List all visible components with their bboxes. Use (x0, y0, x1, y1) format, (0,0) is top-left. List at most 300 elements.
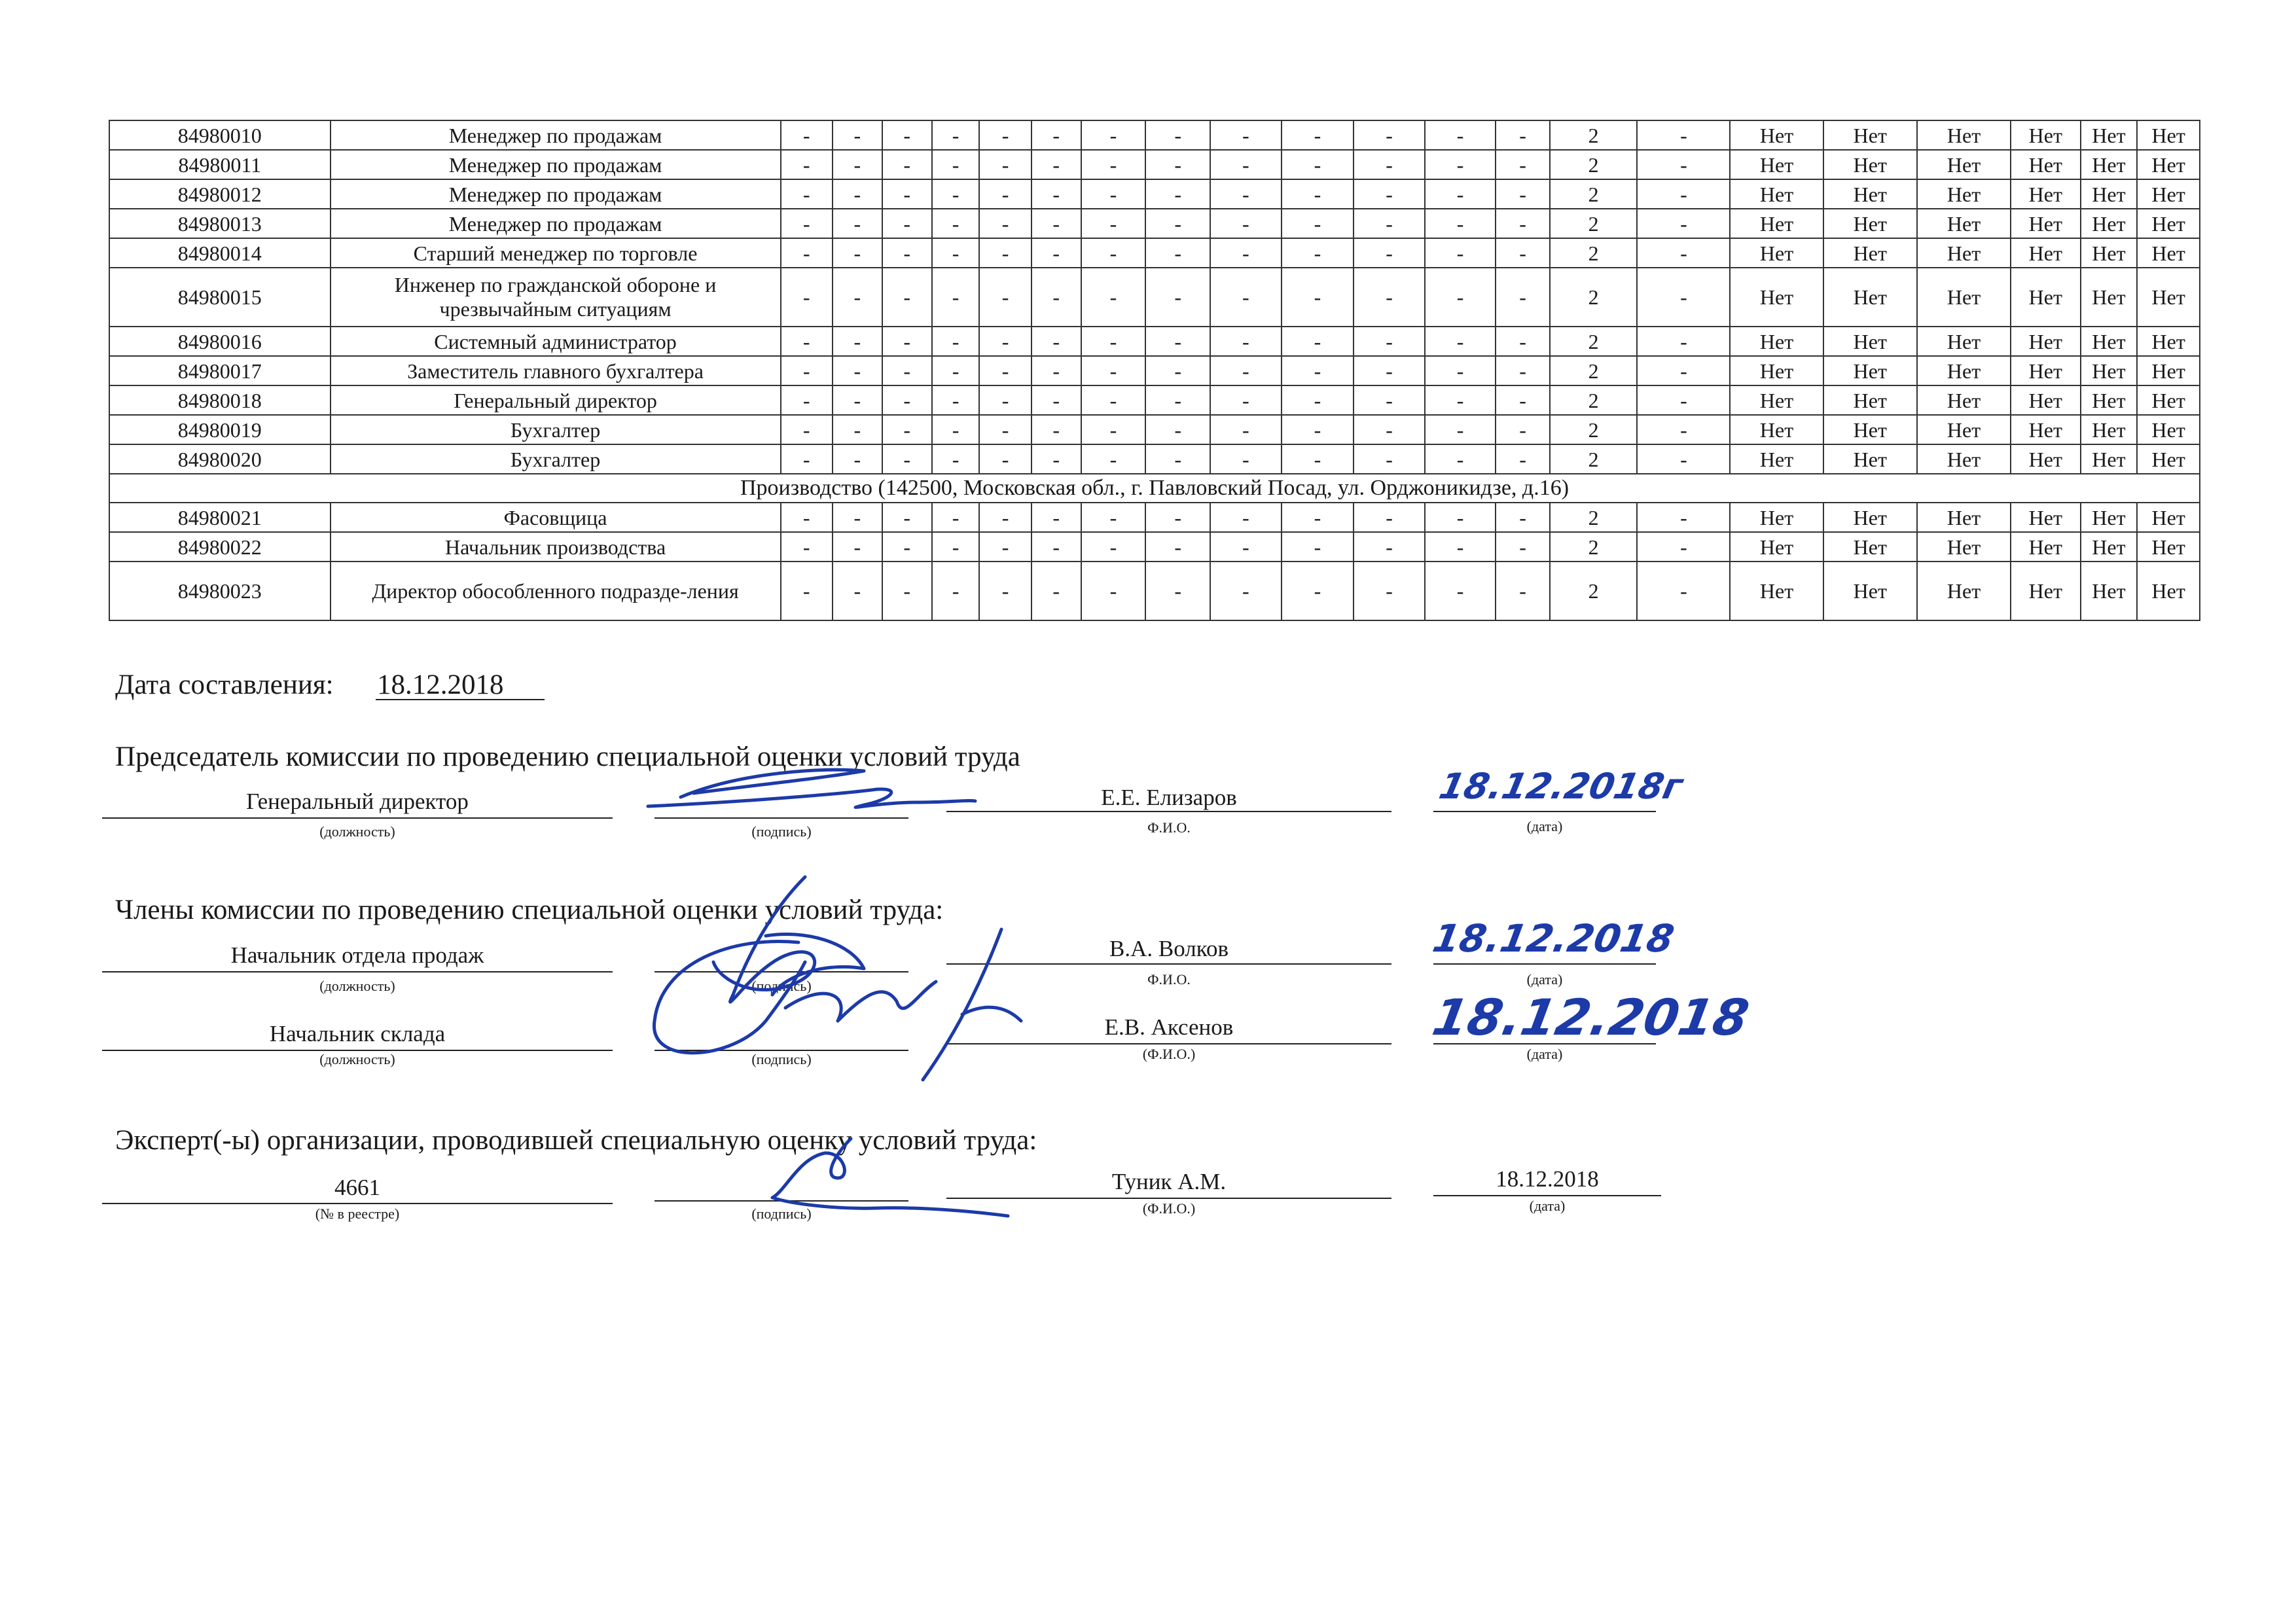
factor-class-cell: - (1425, 444, 1496, 474)
table-row (109, 385, 2200, 415)
factor-class-cell: - (1496, 503, 1549, 532)
factor-class-cell: - (1496, 120, 1549, 150)
member2-name-caption: (Ф.И.О.) (1142, 1046, 1196, 1062)
member2-name: Е.В. Аксенов (1104, 1014, 1234, 1040)
factor-class-cell: - (1425, 415, 1496, 444)
benefit-flag-cell: Нет (2081, 179, 2138, 209)
benefit-flag-cell: Нет (1730, 268, 1823, 327)
factor-class-cell: - (882, 209, 932, 238)
member1-date-handwritten: 18.12.2018 (1429, 916, 1677, 961)
factor-class-cell: - (932, 209, 980, 238)
factor-class-cell: - (1031, 532, 1081, 562)
factor-class-cell: - (882, 268, 932, 327)
factor-class-cell: - (833, 268, 882, 327)
factor-class-cell: - (1282, 562, 1354, 620)
expert-registry-number: 4661 (334, 1175, 380, 1200)
factor-class-cell: - (833, 385, 882, 415)
expert-date: 18.12.2018 (1496, 1166, 1599, 1192)
factor-class-cell: - (1282, 415, 1354, 444)
factor-class-cell: - (1496, 444, 1549, 474)
benefit-flag-cell: Нет (2081, 238, 2138, 268)
factor-class-cell: - (1210, 444, 1282, 474)
final-class-cell: 2 (1550, 268, 1637, 327)
factor-class-cell: - (1031, 356, 1081, 385)
factor-class-cell: - (932, 503, 980, 532)
factor-class-cell: - (781, 327, 833, 356)
factor-class-cell: - (932, 562, 980, 620)
member1-name-line (946, 963, 1391, 965)
benefit-flag-cell: Нет (1823, 532, 1917, 562)
factor-class-cell: - (1354, 179, 1425, 209)
factor-class-cell: - (932, 179, 980, 209)
factor-class-cell: - (882, 238, 932, 268)
factor-class-cell: - (932, 150, 980, 179)
position-name-cell: Менеджер по продажам (331, 209, 781, 238)
position-name-cell: Инженер по гражданской обороне и чрезвычайным ситуациям (331, 268, 781, 327)
results-table (109, 120, 2200, 621)
member2-position-caption: (должность) (319, 1051, 395, 1067)
chair-name-caption: Ф.И.О. (1147, 819, 1191, 836)
benefit-flag-cell: Нет (2011, 385, 2080, 415)
factor-class-cell: - (932, 532, 980, 562)
chair-signature-caption: (подпись) (751, 823, 812, 840)
benefit-flag-cell: Нет (2081, 120, 2138, 150)
benefit-flag-cell: Нет (1730, 532, 1823, 562)
section-title-cell: Производство (142500, Московская обл., г. Павловский Посад, ул. Орджоникидзе, д.16) (109, 474, 2200, 503)
member1-date-caption: (дата) (1526, 971, 1563, 988)
benefit-flag-cell: Нет (1917, 179, 2011, 209)
factor-class-cell: - (1496, 562, 1549, 620)
workplace-number-cell: 84980012 (109, 179, 331, 209)
factor-class-cell: - (882, 385, 932, 415)
factor-class-cell: - (781, 150, 833, 179)
table-row (109, 327, 2200, 356)
factor-class-cell: - (979, 209, 1031, 238)
expert-date-line (1433, 1195, 1661, 1196)
final-class-cell: 2 (1550, 327, 1637, 356)
factor-class-cell: - (1354, 150, 1425, 179)
benefit-flag-cell: Нет (2011, 120, 2080, 150)
benefit-flag-cell: Нет (1730, 327, 1823, 356)
factor-class-cell: - (833, 238, 882, 268)
factor-class-cell: - (932, 356, 980, 385)
factor-class-cell: - (781, 238, 833, 268)
factor-class-cell: - (1031, 385, 1081, 415)
benefit-flag-cell: Нет (1730, 120, 1823, 150)
member1-position-line (102, 971, 613, 972)
factor-class-cell: - (979, 444, 1031, 474)
member2-signature-caption: (подпись) (751, 1051, 812, 1067)
member2-name-line (946, 1043, 1391, 1044)
factor-class-cell: - (1081, 150, 1146, 179)
factor-class-cell: - (979, 150, 1031, 179)
position-name-cell: Начальник производства (331, 532, 781, 562)
chair-position: Генеральный директор (246, 789, 469, 814)
factor-class-cell: - (882, 562, 932, 620)
final-class-cell: 2 (1550, 120, 1637, 150)
benefit-flag-cell: Нет (2137, 268, 2200, 327)
factor-class-cell: - (781, 179, 833, 209)
chair-position-line (102, 817, 613, 819)
final-class-reduced-cell: - (1637, 356, 1730, 385)
factor-class-cell: - (1081, 268, 1146, 327)
factor-class-cell: - (833, 503, 882, 532)
factor-class-cell: - (932, 444, 980, 474)
benefit-flag-cell: Нет (2011, 503, 2080, 532)
factor-class-cell: - (833, 120, 882, 150)
final-class-reduced-cell: - (1637, 120, 1730, 150)
benefit-flag-cell: Нет (1917, 238, 2011, 268)
benefit-flag-cell: Нет (1917, 356, 2011, 385)
factor-class-cell: - (979, 120, 1031, 150)
factor-class-cell: - (833, 444, 882, 474)
member1-signature-line (655, 971, 908, 972)
factor-class-cell: - (1282, 238, 1354, 268)
benefit-flag-cell: Нет (2081, 503, 2138, 532)
factor-class-cell: - (1354, 268, 1425, 327)
factor-class-cell: - (979, 532, 1031, 562)
factor-class-cell: - (1425, 268, 1496, 327)
benefit-flag-cell: Нет (1917, 327, 2011, 356)
final-class-cell: 2 (1550, 532, 1637, 562)
factor-class-cell: - (1496, 327, 1549, 356)
factor-class-cell: - (1282, 120, 1354, 150)
expert-name: Туник А.М. (1111, 1169, 1227, 1194)
factor-class-cell: - (781, 562, 833, 620)
factor-class-cell: - (1425, 562, 1496, 620)
final-class-reduced-cell: - (1637, 385, 1730, 415)
benefit-flag-cell: Нет (1917, 503, 2011, 532)
chair-name: Е.Е. Елизаров (1101, 785, 1237, 810)
benefit-flag-cell: Нет (1917, 150, 2011, 179)
benefit-flag-cell: Нет (1730, 238, 1823, 268)
factor-class-cell: - (1210, 415, 1282, 444)
factor-class-cell: - (1496, 238, 1549, 268)
final-class-reduced-cell: - (1637, 327, 1730, 356)
factor-class-cell: - (882, 179, 932, 209)
factor-class-cell: - (1145, 562, 1210, 620)
factor-class-cell: - (1210, 503, 1282, 532)
factor-class-cell: - (833, 150, 882, 179)
final-class-reduced-cell: - (1637, 268, 1730, 327)
benefit-flag-cell: Нет (2011, 415, 2080, 444)
factor-class-cell: - (1354, 415, 1425, 444)
factor-class-cell: - (1145, 327, 1210, 356)
factor-class-cell: - (1282, 327, 1354, 356)
workplace-number-cell: 84980021 (109, 503, 331, 532)
factor-class-cell: - (1031, 238, 1081, 268)
factor-class-cell: - (1145, 444, 1210, 474)
factor-class-cell: - (1031, 562, 1081, 620)
member2-position: Начальник склада (269, 1021, 446, 1046)
factor-class-cell: - (1282, 385, 1354, 415)
factor-class-cell: - (932, 120, 980, 150)
expert-registry-line (102, 1203, 613, 1204)
factor-class-cell: - (979, 562, 1031, 620)
factor-class-cell: - (1210, 150, 1282, 179)
workplace-number-cell: 84980014 (109, 238, 331, 268)
factor-class-cell: - (833, 562, 882, 620)
benefit-flag-cell: Нет (1823, 150, 1917, 179)
factor-class-cell: - (781, 532, 833, 562)
factor-class-cell: - (979, 327, 1031, 356)
benefit-flag-cell: Нет (2081, 562, 2138, 620)
chair-heading: Председатель комиссии по проведению специальной оценки условий труда (115, 741, 1020, 772)
factor-class-cell: - (1210, 179, 1282, 209)
benefit-flag-cell: Нет (2137, 209, 2200, 238)
factor-class-cell: - (932, 327, 980, 356)
date-underline (376, 699, 545, 700)
expert-registry-caption: (№ в реестре) (315, 1205, 400, 1222)
factor-class-cell: - (1031, 120, 1081, 150)
benefit-flag-cell: Нет (1917, 532, 2011, 562)
table-row (109, 150, 2200, 179)
benefit-flag-cell: Нет (2081, 444, 2138, 474)
benefit-flag-cell: Нет (1730, 179, 1823, 209)
member1-name-caption: Ф.И.О. (1147, 971, 1191, 988)
benefit-flag-cell: Нет (1823, 562, 1917, 620)
factor-class-cell: - (1425, 503, 1496, 532)
benefit-flag-cell: Нет (1823, 356, 1917, 385)
benefit-flag-cell: Нет (1823, 444, 1917, 474)
factor-class-cell: - (1425, 327, 1496, 356)
expert-name-caption: (Ф.И.О.) (1142, 1200, 1196, 1217)
position-name-cell: Бухгалтер (331, 444, 781, 474)
expert-name-line (946, 1198, 1391, 1199)
position-name-cell: Старший менеджер по торговле (331, 238, 781, 268)
factor-class-cell: - (781, 385, 833, 415)
benefit-flag-cell: Нет (2011, 562, 2080, 620)
position-name-cell: Менеджер по продажам (331, 120, 781, 150)
benefit-flag-cell: Нет (2137, 120, 2200, 150)
factor-class-cell: - (781, 356, 833, 385)
final-class-reduced-cell: - (1637, 150, 1730, 179)
workplace-number-cell: 84980010 (109, 120, 331, 150)
workplace-number-cell: 84980016 (109, 327, 331, 356)
final-class-reduced-cell: - (1637, 503, 1730, 532)
benefit-flag-cell: Нет (2081, 415, 2138, 444)
expert-signature-line (655, 1200, 908, 1202)
benefit-flag-cell: Нет (1917, 209, 2011, 238)
expert-heading: Эксперт(-ы) организации, проводившей специальную оценку условий труда: (115, 1125, 1037, 1156)
benefit-flag-cell: Нет (2081, 385, 2138, 415)
factor-class-cell: - (1145, 503, 1210, 532)
factor-class-cell: - (1354, 238, 1425, 268)
table-row (109, 503, 2200, 532)
workplace-number-cell: 84980015 (109, 268, 331, 327)
factor-class-cell: - (1425, 179, 1496, 209)
benefit-flag-cell: Нет (1917, 385, 2011, 415)
factor-class-cell: - (1496, 150, 1549, 179)
final-class-cell: 2 (1550, 385, 1637, 415)
factor-class-cell: - (1282, 179, 1354, 209)
final-class-cell: 2 (1550, 209, 1637, 238)
chair-signature (648, 770, 975, 807)
factor-class-cell: - (1425, 150, 1496, 179)
benefit-flag-cell: Нет (1823, 268, 1917, 327)
factor-class-cell: - (1081, 356, 1146, 385)
factor-class-cell: - (1210, 120, 1282, 150)
benefit-flag-cell: Нет (2137, 150, 2200, 179)
final-class-reduced-cell: - (1637, 209, 1730, 238)
table-row (109, 268, 2200, 327)
factor-class-cell: - (1354, 120, 1425, 150)
benefit-flag-cell: Нет (1730, 562, 1823, 620)
factor-class-cell: - (882, 415, 932, 444)
benefit-flag-cell: Нет (2137, 356, 2200, 385)
factor-class-cell: - (1031, 150, 1081, 179)
benefit-flag-cell: Нет (1917, 268, 2011, 327)
member1-position: Начальник отдела продаж (230, 942, 484, 968)
table-row (109, 415, 2200, 444)
member2-date-handwritten: 18.12.2018 (1428, 988, 1753, 1046)
factor-class-cell: - (1210, 327, 1282, 356)
benefit-flag-cell: Нет (2011, 268, 2080, 327)
position-name-cell: Менеджер по продажам (331, 150, 781, 179)
date-label: Дата составления: (115, 669, 334, 700)
chair-position-caption: (должность) (319, 823, 395, 840)
factor-class-cell: - (1081, 179, 1146, 209)
factor-class-cell: - (932, 385, 980, 415)
factor-class-cell: - (1282, 356, 1354, 385)
position-name-cell: Фасовщица (331, 503, 781, 532)
benefit-flag-cell: Нет (2137, 532, 2200, 562)
factor-class-cell: - (932, 268, 980, 327)
benefit-flag-cell: Нет (2081, 356, 2138, 385)
table-row (109, 532, 2200, 562)
factor-class-cell: - (1145, 532, 1210, 562)
factor-class-cell: - (1282, 268, 1354, 327)
factor-class-cell: - (1210, 356, 1282, 385)
factor-class-cell: - (979, 415, 1031, 444)
position-name-cell: Системный администратор (331, 327, 781, 356)
benefit-flag-cell: Нет (1730, 415, 1823, 444)
benefit-flag-cell: Нет (2011, 444, 2080, 474)
benefit-flag-cell: Нет (1730, 150, 1823, 179)
final-class-reduced-cell: - (1637, 444, 1730, 474)
factor-class-cell: - (1145, 238, 1210, 268)
factor-class-cell: - (833, 179, 882, 209)
benefit-flag-cell: Нет (1730, 385, 1823, 415)
factor-class-cell: - (1354, 562, 1425, 620)
benefit-flag-cell: Нет (1823, 327, 1917, 356)
chair-signature-line (655, 817, 908, 819)
chair-date-line (1433, 811, 1656, 812)
factor-class-cell: - (882, 532, 932, 562)
factor-class-cell: - (1031, 327, 1081, 356)
factor-class-cell: - (1145, 150, 1210, 179)
workplace-number-cell: 84980018 (109, 385, 331, 415)
factor-class-cell: - (1081, 385, 1146, 415)
benefit-flag-cell: Нет (2137, 327, 2200, 356)
factor-class-cell: - (1496, 532, 1549, 562)
factor-class-cell: - (1210, 562, 1282, 620)
factor-class-cell: - (1354, 503, 1425, 532)
factor-class-cell: - (1282, 150, 1354, 179)
benefit-flag-cell: Нет (1823, 120, 1917, 150)
benefit-flag-cell: Нет (1730, 356, 1823, 385)
benefit-flag-cell: Нет (2137, 562, 2200, 620)
member1-name: В.А. Волков (1109, 936, 1229, 961)
benefit-flag-cell: Нет (1823, 415, 1917, 444)
factor-class-cell: - (1145, 415, 1210, 444)
factor-class-cell: - (1081, 415, 1146, 444)
factor-class-cell: - (1031, 415, 1081, 444)
factor-class-cell: - (1354, 385, 1425, 415)
factor-class-cell: - (833, 356, 882, 385)
factor-class-cell: - (1081, 209, 1146, 238)
factor-class-cell: - (1210, 209, 1282, 238)
factor-class-cell: - (1354, 532, 1425, 562)
factor-class-cell: - (1031, 503, 1081, 532)
benefit-flag-cell: Нет (1917, 562, 2011, 620)
factor-class-cell: - (882, 150, 932, 179)
factor-class-cell: - (1210, 268, 1282, 327)
table-row (109, 562, 2200, 620)
benefit-flag-cell: Нет (1823, 238, 1917, 268)
factor-class-cell: - (1282, 444, 1354, 474)
benefit-flag-cell: Нет (1823, 209, 1917, 238)
workplace-number-cell: 84980013 (109, 209, 331, 238)
factor-class-cell: - (1210, 238, 1282, 268)
benefit-flag-cell: Нет (1917, 415, 2011, 444)
factor-class-cell: - (882, 444, 932, 474)
benefit-flag-cell: Нет (1730, 503, 1823, 532)
table-row (109, 356, 2200, 385)
factor-class-cell: - (1031, 268, 1081, 327)
factor-class-cell: - (1496, 209, 1549, 238)
final-class-cell: 2 (1550, 238, 1637, 268)
factor-class-cell: - (1031, 179, 1081, 209)
factor-class-cell: - (979, 268, 1031, 327)
final-class-reduced-cell: - (1637, 415, 1730, 444)
benefit-flag-cell: Нет (2081, 327, 2138, 356)
factor-class-cell: - (1496, 415, 1549, 444)
final-class-reduced-cell: - (1637, 238, 1730, 268)
factor-class-cell: - (1496, 179, 1549, 209)
final-class-cell: 2 (1550, 179, 1637, 209)
factor-class-cell: - (833, 209, 882, 238)
benefit-flag-cell: Нет (2011, 150, 2080, 179)
workplace-number-cell: 84980011 (109, 150, 331, 179)
final-class-cell: 2 (1550, 444, 1637, 474)
factor-class-cell: - (882, 120, 932, 150)
table-row (109, 179, 2200, 209)
factor-class-cell: - (1282, 503, 1354, 532)
benefit-flag-cell: Нет (2137, 503, 2200, 532)
workplace-number-cell: 84980019 (109, 415, 331, 444)
factor-class-cell: - (781, 503, 833, 532)
factor-class-cell: - (781, 268, 833, 327)
final-class-cell: 2 (1550, 150, 1637, 179)
benefit-flag-cell: Нет (2137, 444, 2200, 474)
workplace-number-cell: 84980017 (109, 356, 331, 385)
benefit-flag-cell: Нет (1917, 444, 2011, 474)
final-class-reduced-cell: - (1637, 562, 1730, 620)
benefit-flag-cell: Нет (2011, 238, 2080, 268)
members-heading: Члены комиссии по проведению специальной оценки условий труда: (115, 895, 944, 925)
chair-date-handwritten: 18.12.2018г (1435, 766, 1687, 807)
factor-class-cell: - (1354, 356, 1425, 385)
factor-class-cell: - (1081, 120, 1146, 150)
workplace-number-cell: 84980020 (109, 444, 331, 474)
benefit-flag-cell: Нет (2081, 150, 2138, 179)
factor-class-cell: - (1031, 444, 1081, 474)
workplace-number-cell: 84980023 (109, 562, 331, 620)
final-class-reduced-cell: - (1637, 179, 1730, 209)
table-row (109, 238, 2200, 268)
benefit-flag-cell: Нет (1730, 209, 1823, 238)
